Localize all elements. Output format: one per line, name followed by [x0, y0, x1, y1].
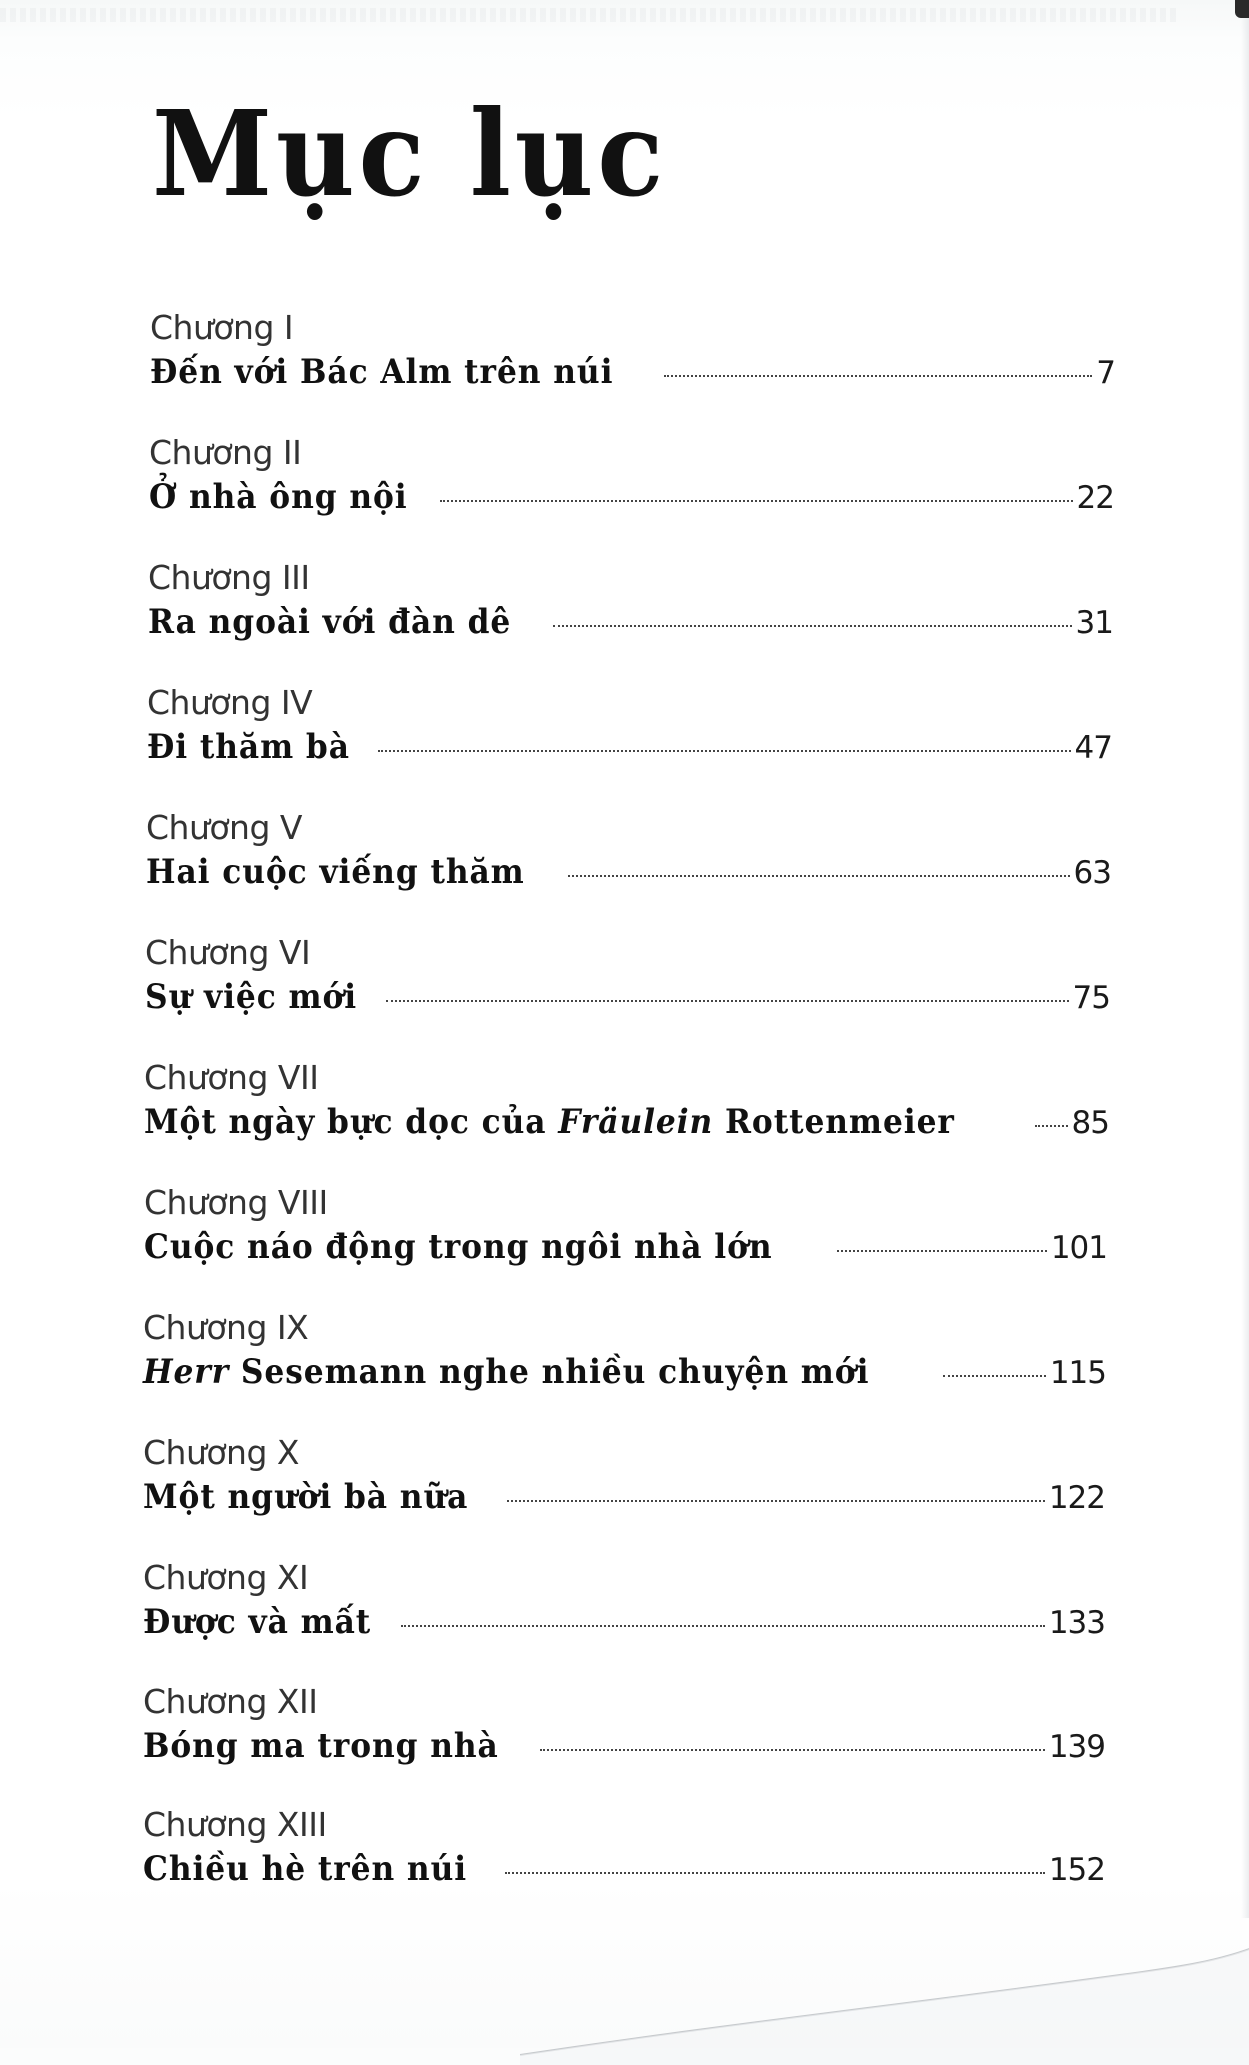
chapter-title: Sự việc mới — [145, 977, 358, 1017]
page-number: 122 — [1048, 1480, 1105, 1516]
toc-title-line — [149, 477, 1114, 523]
chapter-label: Chương X — [143, 1433, 300, 1472]
dot-leader — [1035, 1125, 1067, 1127]
chapter-label: Chương VI — [145, 933, 311, 972]
dot-leader — [664, 375, 1093, 377]
toc-title-line — [145, 977, 1110, 1023]
dot-leader — [505, 1872, 1045, 1874]
dot-leader — [440, 500, 1072, 502]
chapter-title: Đi thăm bà — [147, 727, 350, 767]
dot-leader — [401, 1625, 1045, 1627]
dot-leader — [568, 875, 1070, 877]
title-part: Một ngày bực dọc của — [144, 1102, 559, 1142]
toc-entry-2[interactable] — [149, 433, 1114, 523]
page-number: 85 — [1071, 1105, 1109, 1141]
toc-entry-10[interactable] — [143, 1433, 1105, 1523]
chapter-label: Chương III — [148, 558, 310, 597]
chapter-label: Chương IV — [147, 683, 313, 722]
chapter-label: Chương IX — [143, 1308, 309, 1347]
chapter-label: Chương I — [150, 308, 294, 347]
chapter-title: Hai cuộc viếng thăm — [146, 852, 525, 892]
chapter-title: Ở nhà ông nội — [149, 477, 408, 517]
dot-leader — [540, 1749, 1045, 1751]
toc-title-line — [143, 1602, 1105, 1648]
page-number: 31 — [1075, 605, 1113, 641]
dot-leader — [553, 625, 1072, 627]
page-number: 133 — [1048, 1605, 1105, 1641]
toc-title-line — [144, 1102, 1109, 1148]
chapter-label: Chương VII — [144, 1058, 319, 1097]
toc-title-line — [148, 602, 1113, 648]
chapter-title: Đến với Bác Alm trên núi — [150, 352, 614, 392]
chapter-title: Cuộc náo động trong ngôi nhà lớn — [144, 1227, 773, 1267]
page-number: 101 — [1050, 1230, 1107, 1266]
toc-title-line — [143, 1726, 1105, 1772]
toc-title-line — [146, 852, 1111, 898]
toc-entry-6[interactable] — [145, 933, 1110, 1023]
dot-leader — [378, 750, 1071, 752]
toc-title-line — [143, 1849, 1105, 1895]
chapter-title — [143, 1352, 869, 1392]
chapter-title: Một người bà nữa — [143, 1477, 469, 1517]
page-number: 139 — [1048, 1729, 1105, 1765]
toc-title-line — [144, 1227, 1107, 1273]
chapter-label: Chương V — [146, 808, 302, 847]
chapter-title — [144, 1102, 955, 1142]
page-number: 152 — [1048, 1852, 1105, 1888]
chapter-label: Chương VIII — [144, 1183, 328, 1222]
toc-entry-12[interactable] — [143, 1682, 1105, 1772]
page-number: 63 — [1073, 855, 1111, 891]
toc-title-line — [143, 1477, 1105, 1523]
page-number: 7 — [1096, 355, 1115, 391]
toc-title-line — [150, 352, 1115, 398]
toc-entry-4[interactable] — [147, 683, 1112, 773]
toc-entry-7[interactable] — [144, 1058, 1109, 1148]
title-part: Rottenmeier — [713, 1102, 955, 1142]
page-number: 115 — [1049, 1355, 1106, 1391]
toc-entry-8[interactable] — [144, 1183, 1107, 1273]
chapter-title: Được và mất — [143, 1602, 372, 1642]
page-title: Mục lục — [152, 84, 668, 223]
toc-entry-13[interactable] — [143, 1805, 1105, 1895]
toc-entry-9[interactable] — [143, 1308, 1106, 1398]
title-part-foreign: Fräulein — [558, 1102, 714, 1142]
page-number: 47 — [1074, 730, 1112, 766]
title-part-foreign: Herr — [143, 1352, 230, 1392]
toc-entry-3[interactable] — [148, 558, 1113, 648]
page-number: 75 — [1072, 980, 1110, 1016]
toc-title-line — [143, 1352, 1106, 1398]
dot-leader — [943, 1375, 1046, 1377]
dot-leader — [837, 1250, 1047, 1252]
toc-entry-11[interactable] — [143, 1558, 1105, 1648]
toc-entry-1[interactable] — [150, 308, 1115, 398]
title-part: Sesemann nghe nhiều chuyện mới — [229, 1352, 870, 1392]
chapter-title: Bóng ma trong nhà — [143, 1726, 499, 1766]
page-number: 22 — [1076, 480, 1114, 516]
chapter-label: Chương XIII — [143, 1805, 327, 1844]
chapter-label: Chương II — [149, 433, 302, 472]
toc-entry-5[interactable] — [146, 808, 1111, 898]
chapter-label: Chương XI — [143, 1558, 309, 1597]
dot-leader — [386, 1000, 1069, 1002]
chapter-title: Chiều hè trên núi — [143, 1849, 468, 1889]
dot-leader — [507, 1500, 1045, 1502]
chapter-label: Chương XII — [143, 1682, 318, 1721]
chapter-title: Ra ngoài với đàn dê — [148, 602, 512, 642]
toc-title-line — [147, 727, 1112, 773]
